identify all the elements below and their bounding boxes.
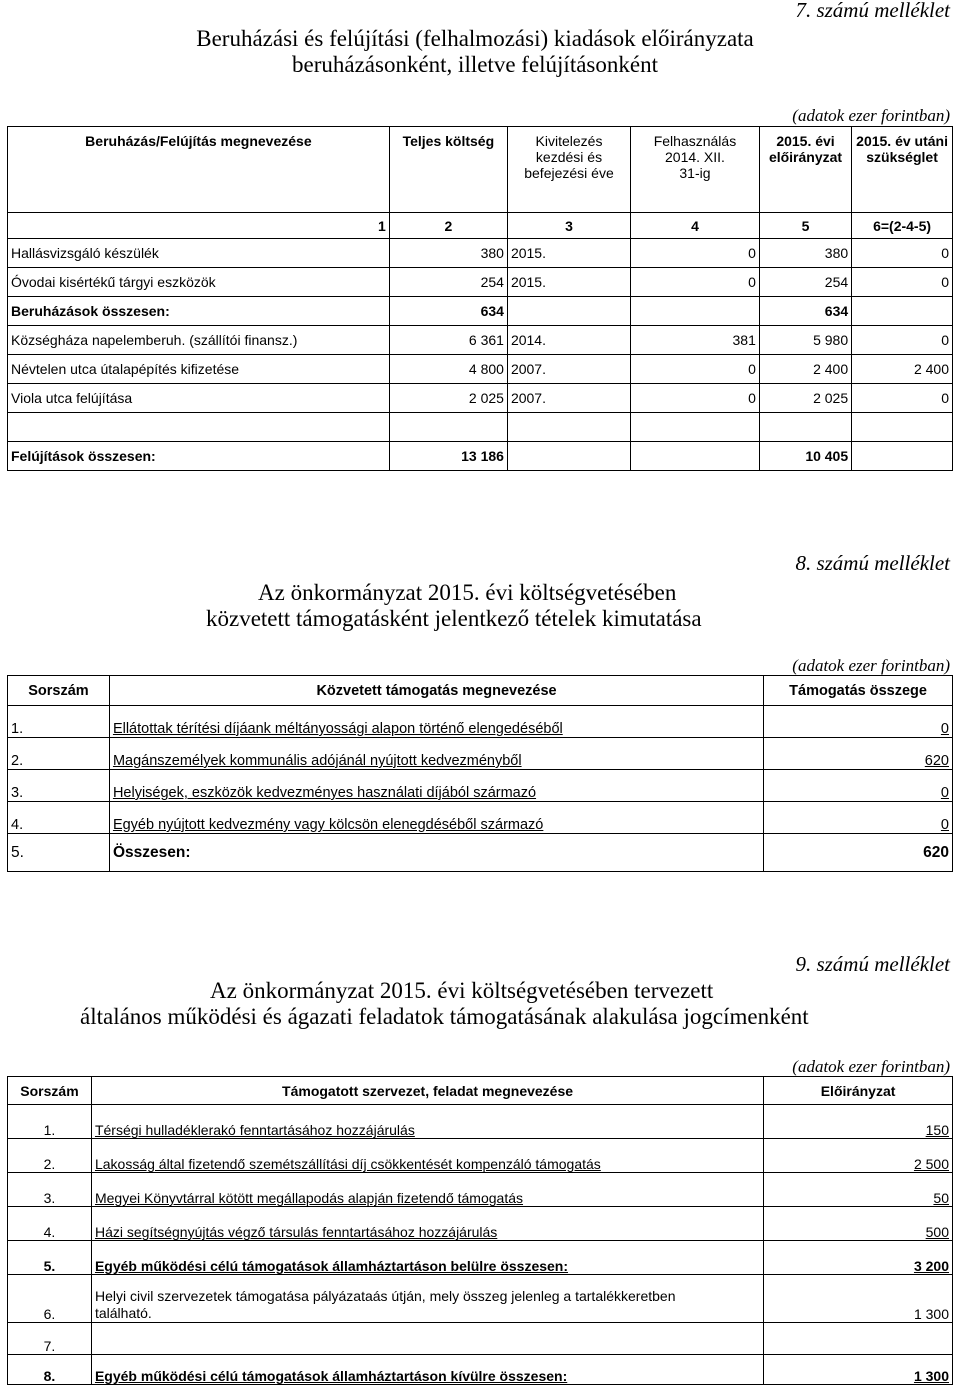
annex-8-title-line1: Az önkormányzat 2015. évi költségvetésében xyxy=(258,580,677,605)
table-row xyxy=(8,1207,953,1241)
row-name: Egyéb működési célú támogatások államháztartáson belülre összesen: xyxy=(91,1241,763,1275)
row-plan: 2 400 xyxy=(759,355,851,384)
table-row xyxy=(8,239,953,268)
table-row xyxy=(8,268,953,297)
row-amount: 150 xyxy=(764,1105,953,1139)
row-plan: 634 xyxy=(759,297,851,326)
row-year xyxy=(507,442,630,471)
annex-9-unit: (adatok ezer forintban) xyxy=(792,1057,950,1076)
row-cost: 4 800 xyxy=(389,355,507,384)
row-name: Lakosság által fizetendő szemétszállítási díj csökkentését kompenzáló támogatás xyxy=(91,1139,763,1173)
row-used: 381 xyxy=(631,326,760,355)
row-used: 0 xyxy=(631,268,760,297)
table-row-subtotal xyxy=(8,297,953,326)
col-header-plan: 2015. évi előirányzat xyxy=(759,127,851,213)
row-after: 0 xyxy=(852,384,953,413)
row-year: 2015. xyxy=(507,268,630,297)
col-header-amount: Támogatás összege xyxy=(764,676,953,706)
row-plan: 380 xyxy=(759,239,851,268)
annex-9-label: 9. számú melléklet xyxy=(795,952,950,976)
col-header-used: Felhasználás 2014. XII. 31-ig xyxy=(631,127,760,213)
row-name: Magánszemélyek kommunális adójánál nyújtott kedvezményből xyxy=(109,738,763,770)
row-used: 0 xyxy=(631,239,760,268)
table-row xyxy=(8,1139,953,1173)
row-no: 5. xyxy=(8,834,110,872)
investment-table xyxy=(7,126,953,471)
annex-8-unit: (adatok ezer forintban) xyxy=(792,656,950,675)
row-plan: 254 xyxy=(759,268,851,297)
row-no: 4. xyxy=(8,802,110,834)
row-cost: 634 xyxy=(389,297,507,326)
table-header-row xyxy=(8,1077,953,1105)
table-row-empty xyxy=(8,413,953,442)
row-name: Összesen: xyxy=(109,834,763,872)
row-name xyxy=(8,413,390,442)
row-year: 2007. xyxy=(507,384,630,413)
row-name: Viola utca felújítása xyxy=(8,384,390,413)
row-name: Megyei Könyvtárral kötött megállapodás alapján fizetendő támogatás xyxy=(91,1173,763,1207)
row-name: Községháza napelemberuh. (szállítói finansz.) xyxy=(8,326,390,355)
row-no: 1. xyxy=(8,706,110,738)
table-row xyxy=(8,802,953,834)
table-row-empty xyxy=(8,1323,953,1355)
table-row xyxy=(8,1275,953,1323)
annex-7-title-line1: Beruházási és felújítási (felhalmozási) kiadások előirányzata xyxy=(196,26,754,51)
row-name: Felújítások összesen: xyxy=(8,442,390,471)
row-no: 2. xyxy=(8,738,110,770)
row-after xyxy=(852,442,953,471)
row-no: 1. xyxy=(8,1105,92,1139)
row-amount: 50 xyxy=(764,1173,953,1207)
row-name-line1: Helyi civil szervezetek támogatása pályázataás útján, mely összeg jelenleg a tartalékkeretben xyxy=(94,1288,676,1304)
annex-9-title-line1: Az önkormányzat 2015. évi költségvetésében tervezett xyxy=(210,978,714,1003)
row-amount: 1 300 xyxy=(764,1275,953,1323)
row-no: 6. xyxy=(8,1275,92,1323)
table-header-row xyxy=(8,127,953,213)
row-year: 2007. xyxy=(507,355,630,384)
colnum-3: 3 xyxy=(507,213,630,239)
table-row-total xyxy=(8,834,953,872)
row-after: 0 xyxy=(852,239,953,268)
row-plan xyxy=(759,413,851,442)
col-header-amount: Előirányzat xyxy=(764,1077,953,1105)
row-no: 5. xyxy=(8,1241,92,1275)
table-row xyxy=(8,1105,953,1139)
col-header-years: Kivitelezés kezdési és befejezési éve xyxy=(507,127,630,213)
row-name xyxy=(91,1323,763,1355)
row-name: Egyéb működési célú támogatások államháztartáson kívülre összesen: xyxy=(91,1355,763,1385)
row-year xyxy=(507,297,630,326)
row-amount: 0 xyxy=(764,770,953,802)
row-amount: 500 xyxy=(764,1207,953,1241)
annex-8-title-line2: közvetett támogatásként jelentkező tételek kimutatása xyxy=(206,606,702,631)
colnum-2: 2 xyxy=(389,213,507,239)
colnum-6: 6=(2-4-5) xyxy=(852,213,953,239)
row-used: 0 xyxy=(631,384,760,413)
col-header-name: Közvetett támogatás megnevezése xyxy=(109,676,763,706)
row-no: 2. xyxy=(8,1139,92,1173)
row-name: Házi segítségnyújtás végző társulás fenntartásához hozzájárulás xyxy=(91,1207,763,1241)
row-name: Névtelen utca útalapépítés kifizetése xyxy=(8,355,390,384)
table-row xyxy=(8,770,953,802)
row-amount xyxy=(764,1323,953,1355)
colnum-1: 1 xyxy=(8,213,390,239)
row-used xyxy=(631,442,760,471)
row-after: 0 xyxy=(852,326,953,355)
table-row xyxy=(8,738,953,770)
table-row xyxy=(8,706,953,738)
col-header-no: Sorszám xyxy=(8,1077,92,1105)
indirect-support-table xyxy=(7,675,953,872)
row-after: 0 xyxy=(852,268,953,297)
row-no: 4. xyxy=(8,1207,92,1241)
table-header-row xyxy=(8,676,953,706)
table-row xyxy=(8,326,953,355)
row-amount: 0 xyxy=(764,706,953,738)
row-amount: 2 500 xyxy=(764,1139,953,1173)
annex-9-title-line2: általános működési és ágazati feladatok támogatásának alakulása jogcímenként xyxy=(80,1004,809,1029)
col-header-total-cost: Teljes költség xyxy=(389,127,507,213)
row-cost: 6 361 xyxy=(389,326,507,355)
row-no: 3. xyxy=(8,1173,92,1207)
row-used: 0 xyxy=(631,355,760,384)
operating-support-table xyxy=(7,1076,953,1385)
row-cost xyxy=(389,413,507,442)
row-year: 2014. xyxy=(507,326,630,355)
row-cost: 2 025 xyxy=(389,384,507,413)
annex-7-label: 7. számú melléklet xyxy=(795,0,950,22)
row-no: 8. xyxy=(8,1355,92,1385)
row-after: 2 400 xyxy=(852,355,953,384)
row-amount: 1 300 xyxy=(764,1355,953,1385)
row-name xyxy=(91,1275,763,1323)
row-no: 3. xyxy=(8,770,110,802)
row-name-line2: található. xyxy=(94,1305,152,1321)
col-header-name: Beruházás/Felújítás megnevezése xyxy=(8,127,390,213)
table-row-subtotal xyxy=(8,1241,953,1275)
row-amount: 3 200 xyxy=(764,1241,953,1275)
annex-7-unit: (adatok ezer forintban) xyxy=(792,106,950,125)
table-row xyxy=(8,1173,953,1207)
row-amount: 620 xyxy=(764,834,953,872)
row-name: Hallásvizsgáló készülék xyxy=(8,239,390,268)
row-plan: 5 980 xyxy=(759,326,851,355)
row-plan: 10 405 xyxy=(759,442,851,471)
row-year: 2015. xyxy=(507,239,630,268)
row-plan: 2 025 xyxy=(759,384,851,413)
row-amount: 620 xyxy=(764,738,953,770)
table-row-subtotal xyxy=(8,1355,953,1385)
row-cost: 13 186 xyxy=(389,442,507,471)
row-amount: 0 xyxy=(764,802,953,834)
row-after xyxy=(852,297,953,326)
col-header-name: Támogatott szervezet, feladat megnevezése xyxy=(91,1077,763,1105)
row-name: Egyéb nyújtott kedvezmény vagy kölcsön elenegdéséből származó xyxy=(109,802,763,834)
col-header-no: Sorszám xyxy=(8,676,110,706)
row-cost: 254 xyxy=(389,268,507,297)
colnum-4: 4 xyxy=(631,213,760,239)
column-number-row xyxy=(8,213,953,239)
table-row-subtotal xyxy=(8,442,953,471)
row-after xyxy=(852,413,953,442)
row-name: Térségi hulladéklerakó fenntartásához hozzájárulás xyxy=(91,1105,763,1139)
table-row xyxy=(8,355,953,384)
row-cost: 380 xyxy=(389,239,507,268)
row-year xyxy=(507,413,630,442)
row-used xyxy=(631,297,760,326)
colnum-5: 5 xyxy=(759,213,851,239)
annex-7-title-line2: beruházásonként, illetve felújításonként xyxy=(292,52,658,77)
row-name: Óvodai kisértékű tárgyi eszközök xyxy=(8,268,390,297)
table-row xyxy=(8,384,953,413)
row-name: Helyiségek, eszközök kedvezményes használati díjából származó xyxy=(109,770,763,802)
row-no: 7. xyxy=(8,1323,92,1355)
row-name: Beruházások összesen: xyxy=(8,297,390,326)
annex-8-label: 8. számú melléklet xyxy=(795,551,950,575)
col-header-after: 2015. év utáni szükséglet xyxy=(852,127,953,213)
row-used xyxy=(631,413,760,442)
row-name: Ellátottak térítési díjáank méltányossági alapon történő elengedéséből xyxy=(109,706,763,738)
